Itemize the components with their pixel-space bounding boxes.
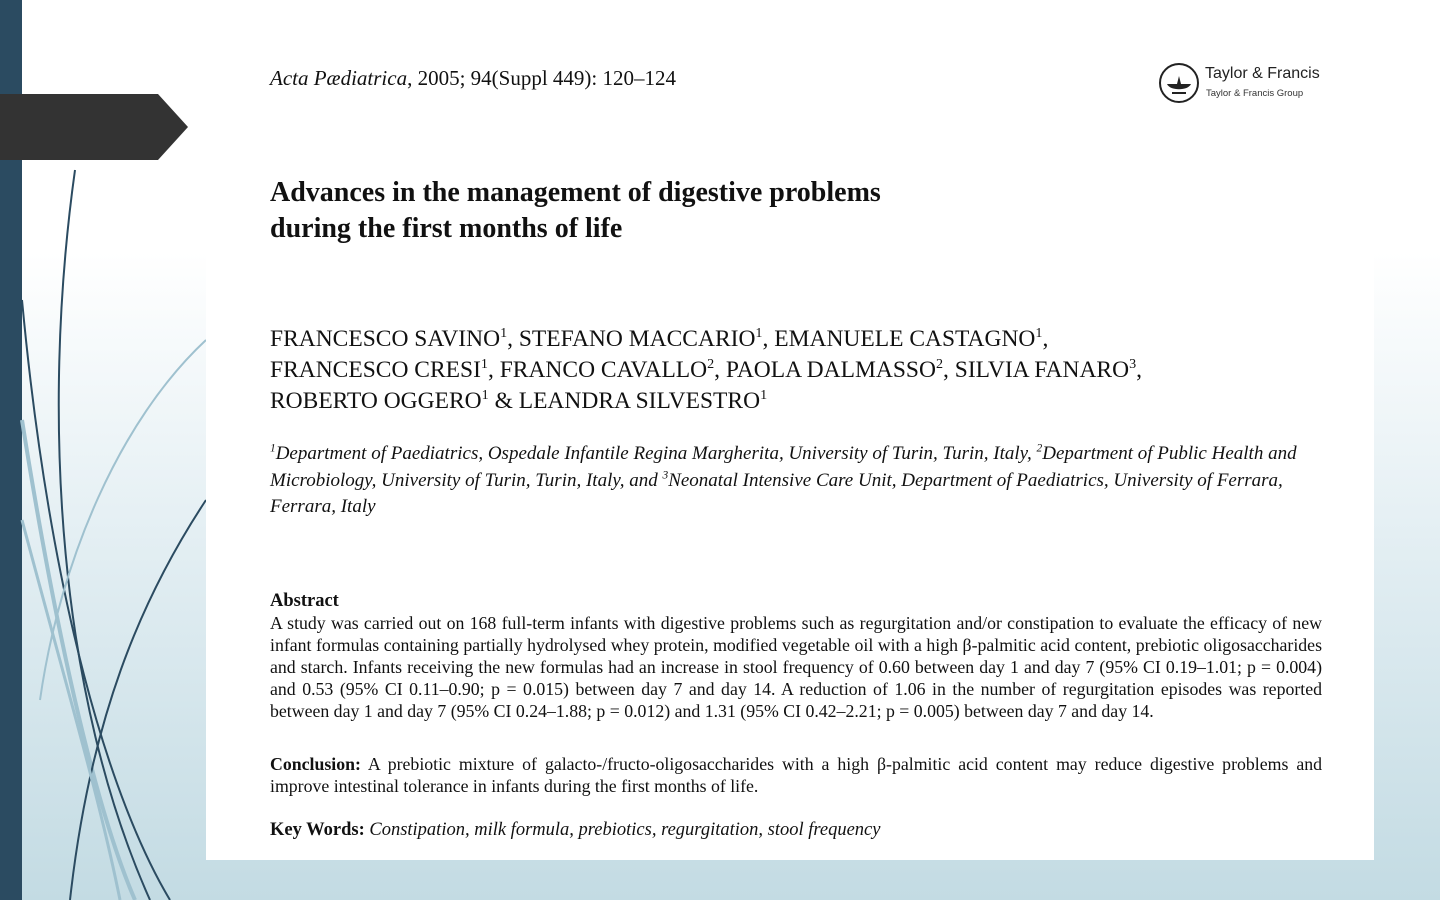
author-name: FRANCESCO SAVINO [270,326,501,352]
journal-name: Acta Pædiatrica [270,66,408,90]
author-affil-sup: 1 [755,325,763,342]
author-affil-sup: 1 [481,387,489,404]
author-affil-sup: 1 [500,325,508,342]
author-name: ROBERTO OGGERO [270,388,482,414]
author-affil-sup: 2 [707,356,715,373]
keywords-label: Key Words: [270,820,365,840]
author-name: STEFANO MACCARIO [518,326,756,352]
paper-title [270,175,1090,247]
paper-page [206,60,1374,860]
affiliation-1: Department of Paediatrics, Ospedale Infantile Regina Margherita, University of Turin, Turin, Italy, [275,443,1037,464]
abstract-section [270,590,1322,722]
abstract-text: A study was carried out on 168 full-term infants with digestive problems such as regurgitation and/or constipation to evaluate the efficacy of new infant formulas containing partially hydrolysed whey protein, modified vegetable oil with a high β-palmitic acid content, prebiotic oligosaccharides and starch. Infants receiving the new formulas had an increase in stool frequency of 0.60 between day 1 and day 7 (95% CI 0.19–1.01; p = 0.004) and 0.53 (95% CI 0.11–0.90; p = 0.015) between day 7 and day 14. A reduction of 1.06 in the number of regurgitation episodes was reported between day 1 and day 7 (95% CI 0.24–1.88; p = 0.012) and 1.31 (95% CI 0.42–2.21; p = 0.005) between day 7 and day 14. [270,613,1322,721]
publisher-group: Taylor & Francis Group [1206,88,1304,99]
citation-details: , 2005; 94(Suppl 449): 120–124 [407,66,676,90]
conclusion-text: A prebiotic mixture of galacto-/fructo-oligosaccharides with a high β-palmitic acid content may reduce digestive problems and improve intestinal tolerance in infants during the first months of life. [270,754,1322,796]
affil-sup: 2 [1036,442,1043,455]
keywords-text: Constipation, milk formula, prebiotics, regurgitation, stool frequency [364,820,881,840]
publisher-logo [1158,60,1328,104]
affil-sup: 3 [662,469,669,482]
affil-sup: 1 [270,442,276,455]
affiliation-2: Department of Public Health and Microbiology, University of Turin, Turin, Italy, and [270,443,1297,491]
conclusion-paragraph [270,753,1322,797]
abstract-heading: Abstract [270,591,339,611]
slide-title-tab [0,94,188,160]
author-separator: , [943,357,955,383]
journal-citation [270,66,676,91]
author-list [270,324,1350,417]
author-affil-sup: 2 [935,356,943,373]
author-line-3 [270,386,1350,417]
author-name: PAOLA DALMASSO [725,357,936,383]
affiliation-3: Neonatal Intensive Care Unit, Department of Paediatrics, University of Ferrara, Ferrara, Italy [270,469,1283,517]
publisher-name: Taylor & Francis [1205,65,1320,82]
author-affil-sup: 1 [1035,325,1043,342]
affiliations [270,441,1330,521]
title-line-2: during the first months of life [270,213,623,244]
title-line-1: Advances in the management of digestive problems [270,177,881,208]
author-separator: , [762,326,775,352]
author-name: FRANCESCO CRESI [270,357,481,383]
author-affil-sup: 1 [760,387,768,404]
lamp-logo-icon [1158,62,1200,104]
author-line-1 [270,324,1350,355]
author-name: FRANCO CAVALLO [499,357,708,383]
conclusion-label: Conclusion: [270,754,361,774]
author-separator: , [1042,326,1049,352]
author-separator: & [488,388,519,414]
author-line-2 [270,355,1350,386]
author-separator: , [714,357,726,383]
author-affil-sup: 3 [1129,356,1137,373]
keywords-line [270,819,1322,841]
author-name: EMANUELE CASTAGNO [774,326,1036,352]
author-affil-sup: 1 [480,356,488,373]
author-separator: , [1136,357,1142,383]
author-separator: , [487,357,500,383]
author-separator: , [507,326,519,352]
author-name: LEANDRA SILVESTRO [518,388,761,414]
author-name: SILVIA FANARO [954,357,1130,383]
